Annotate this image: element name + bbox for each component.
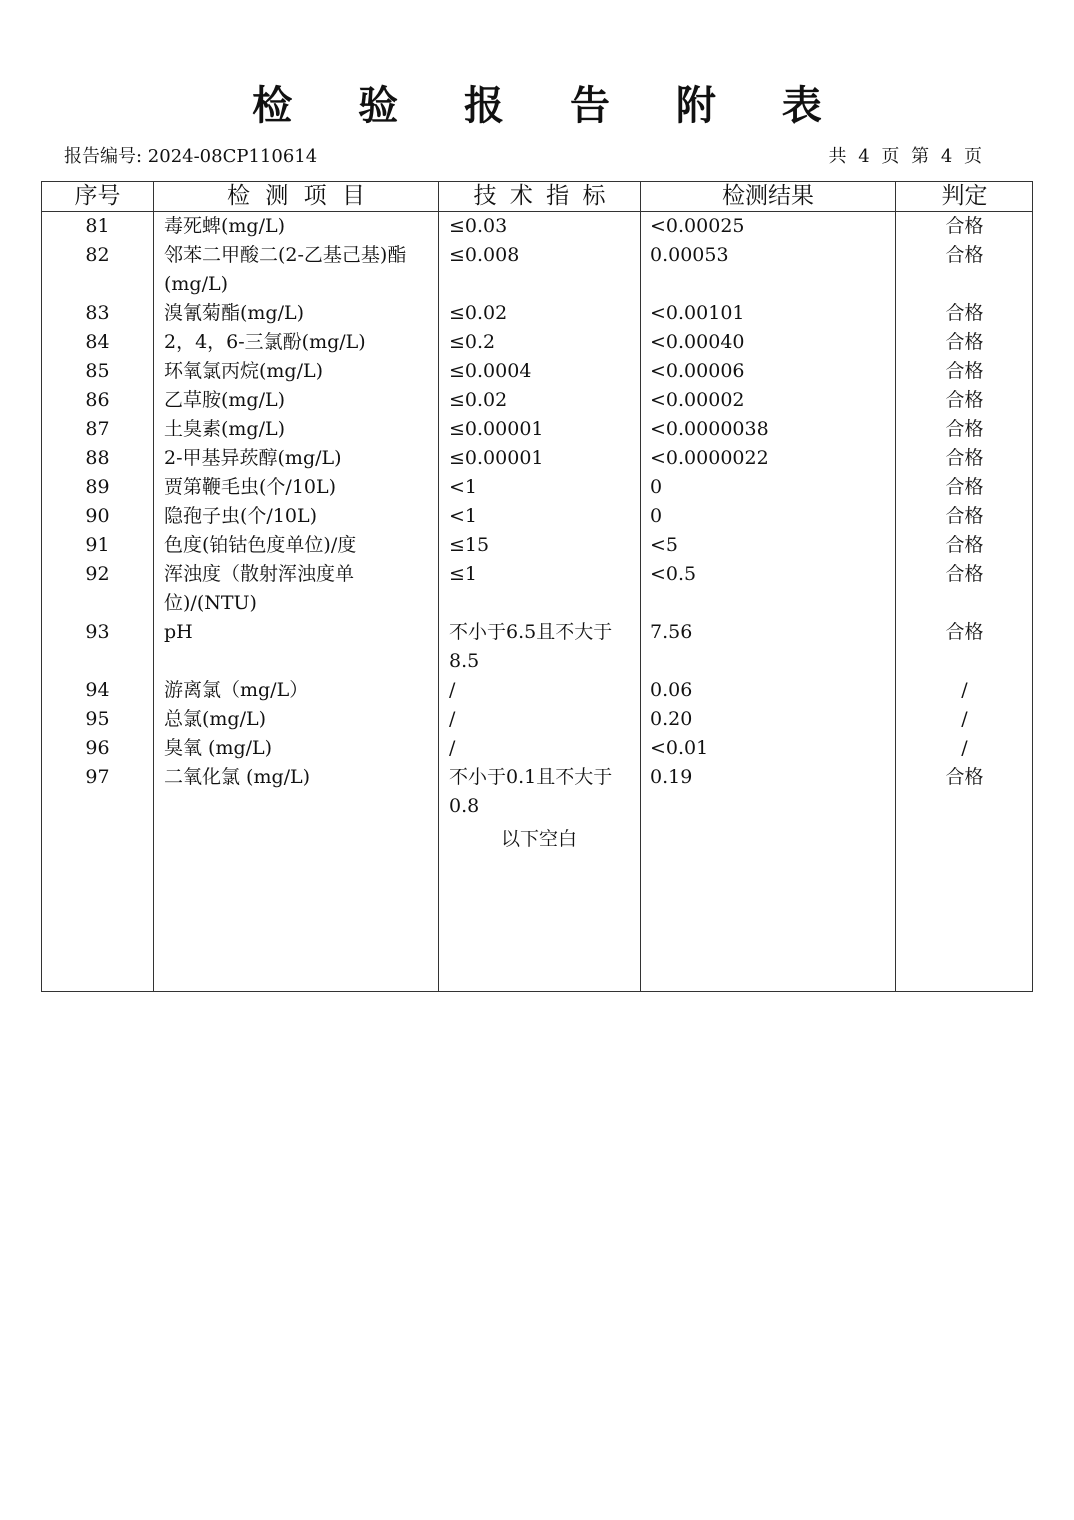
judgement: / (961, 737, 968, 759)
header-judgement: 判定 (941, 183, 988, 209)
table-row (42, 299, 1032, 328)
table-row (42, 473, 1032, 502)
table-row (42, 531, 1032, 560)
row-number: 81 (85, 215, 110, 237)
test-result: <0.0000038 (650, 418, 769, 440)
test-result: <0.00002 (650, 389, 745, 411)
test-result: 0.00053 (650, 244, 729, 266)
standard-limit: <1 (449, 505, 478, 527)
table-row (42, 386, 1032, 415)
test-result: 0.06 (650, 679, 693, 701)
row-number: 86 (85, 389, 110, 411)
test-item: 贾第鞭毛虫(个/10L) (164, 476, 337, 498)
test-result: <0.00101 (650, 302, 745, 324)
row-number: 89 (85, 476, 110, 498)
test-item: 环氧氯丙烷(mg/L) (164, 360, 324, 382)
judgement: 合格 (945, 244, 984, 266)
test-result: 0 (650, 505, 663, 527)
row-number: 97 (85, 766, 110, 788)
judgement: 合格 (945, 360, 984, 382)
standard-limit: ≤0.008 (449, 244, 520, 266)
standard-limit: ≤1 (449, 563, 478, 585)
standard-limit: / (449, 679, 456, 701)
standard-limit: <1 (449, 476, 478, 498)
page-info: 共 4 页 第 4 页 (828, 146, 982, 167)
test-item: 毒死蜱(mg/L) (164, 215, 286, 237)
judgement: 合格 (945, 447, 984, 469)
table-body (42, 212, 1032, 821)
test-result: <0.00040 (650, 331, 745, 353)
row-number: 87 (85, 418, 110, 440)
row-number: 83 (85, 302, 110, 324)
row-number: 91 (85, 534, 110, 556)
judgement: 合格 (945, 389, 984, 411)
test-item: 游离氯（mg/L） (164, 679, 309, 701)
test-result: <0.01 (650, 737, 709, 759)
test-item: 二氧化氯 (mg/L) (164, 766, 311, 788)
test-item: 臭氧 (mg/L) (164, 737, 273, 759)
report-title: 检 验 报 告 附 表 (252, 83, 848, 129)
test-item: 溴氰菊酯(mg/L) (164, 302, 305, 324)
standard-limit: ≤0.02 (449, 302, 508, 324)
table-row (42, 241, 1032, 299)
table-row (42, 734, 1032, 763)
row-number: 93 (85, 621, 110, 643)
test-item: 邻苯二甲酸二(2-乙基己基)酯(mg/L) (164, 244, 407, 295)
test-result: 7.56 (650, 621, 693, 643)
judgement: / (961, 708, 968, 730)
judgement: 合格 (945, 505, 984, 527)
standard-limit: ≤0.2 (449, 331, 496, 353)
test-item: 色度(铂钴色度单位)/度 (164, 534, 357, 556)
table-row (42, 705, 1032, 734)
test-item: 2，4，6-三氯酚(mg/L) (164, 331, 366, 353)
standard-limit: 不小于0.1且不大于0.8 (449, 766, 613, 817)
table-row (42, 357, 1032, 386)
test-item: pH (164, 621, 193, 643)
test-result: 0 (650, 476, 663, 498)
table-row (42, 502, 1032, 531)
judgement: 合格 (945, 766, 984, 788)
table-row (42, 444, 1032, 473)
row-number: 94 (85, 679, 110, 701)
results-table (41, 181, 1033, 992)
header-item: 检 测 项 目 (227, 183, 365, 209)
test-item: 乙草胺(mg/L) (164, 389, 286, 411)
row-number: 82 (85, 244, 110, 266)
judgement: 合格 (945, 331, 984, 353)
standard-limit: ≤0.0004 (449, 360, 532, 382)
test-result: <5 (650, 534, 679, 556)
test-item: 土臭素(mg/L) (164, 418, 286, 440)
header-no: 序号 (74, 183, 121, 209)
table-row (42, 618, 1032, 676)
row-number: 90 (85, 505, 110, 527)
judgement: 合格 (945, 621, 984, 643)
row-number: 85 (85, 360, 110, 382)
standard-limit: 不小于6.5且不大于8.5 (449, 621, 613, 672)
standard-limit: ≤0.00001 (449, 418, 544, 440)
test-result: <0.0000022 (650, 447, 769, 469)
standard-limit: ≤0.03 (449, 215, 508, 237)
table-row (42, 763, 1032, 821)
table-row (42, 560, 1032, 618)
judgement: 合格 (945, 418, 984, 440)
judgement: 合格 (945, 476, 984, 498)
header-standard: 技 术 指 标 (473, 183, 606, 209)
test-result: <0.00006 (650, 360, 745, 382)
standard-limit: / (449, 737, 456, 759)
row-number: 95 (85, 708, 110, 730)
test-result: <0.00025 (650, 215, 745, 237)
test-item: 隐孢子虫(个/10L) (164, 505, 318, 527)
standard-limit: / (449, 708, 456, 730)
table-row (42, 328, 1032, 357)
row-number: 92 (85, 563, 110, 585)
test-result: 0.19 (650, 766, 693, 788)
row-number: 84 (85, 331, 110, 353)
row-number: 88 (85, 447, 110, 469)
standard-limit: ≤0.02 (449, 389, 508, 411)
table-row (42, 212, 1032, 241)
test-result: <0.5 (650, 563, 697, 585)
blank-note: 以下空白 (500, 828, 577, 850)
table-row (42, 415, 1032, 444)
standard-limit: ≤15 (449, 534, 490, 556)
test-result: 0.20 (650, 708, 693, 730)
header-result: 检测结果 (722, 183, 814, 209)
judgement: 合格 (945, 563, 984, 585)
row-number: 96 (85, 737, 110, 759)
judgement: 合格 (945, 302, 984, 324)
judgement: / (961, 679, 968, 701)
test-item: 总氯(mg/L) (164, 708, 267, 730)
standard-limit: ≤0.00001 (449, 447, 544, 469)
test-item: 浑浊度（散射浑浊度单位)/(NTU) (164, 563, 355, 614)
test-item: 2-甲基异莰醇(mg/L) (164, 447, 342, 469)
judgement: 合格 (945, 534, 984, 556)
judgement: 合格 (945, 215, 984, 237)
report-number: 报告编号: 2024-08CP110614 (64, 146, 318, 167)
table-row (42, 676, 1032, 705)
